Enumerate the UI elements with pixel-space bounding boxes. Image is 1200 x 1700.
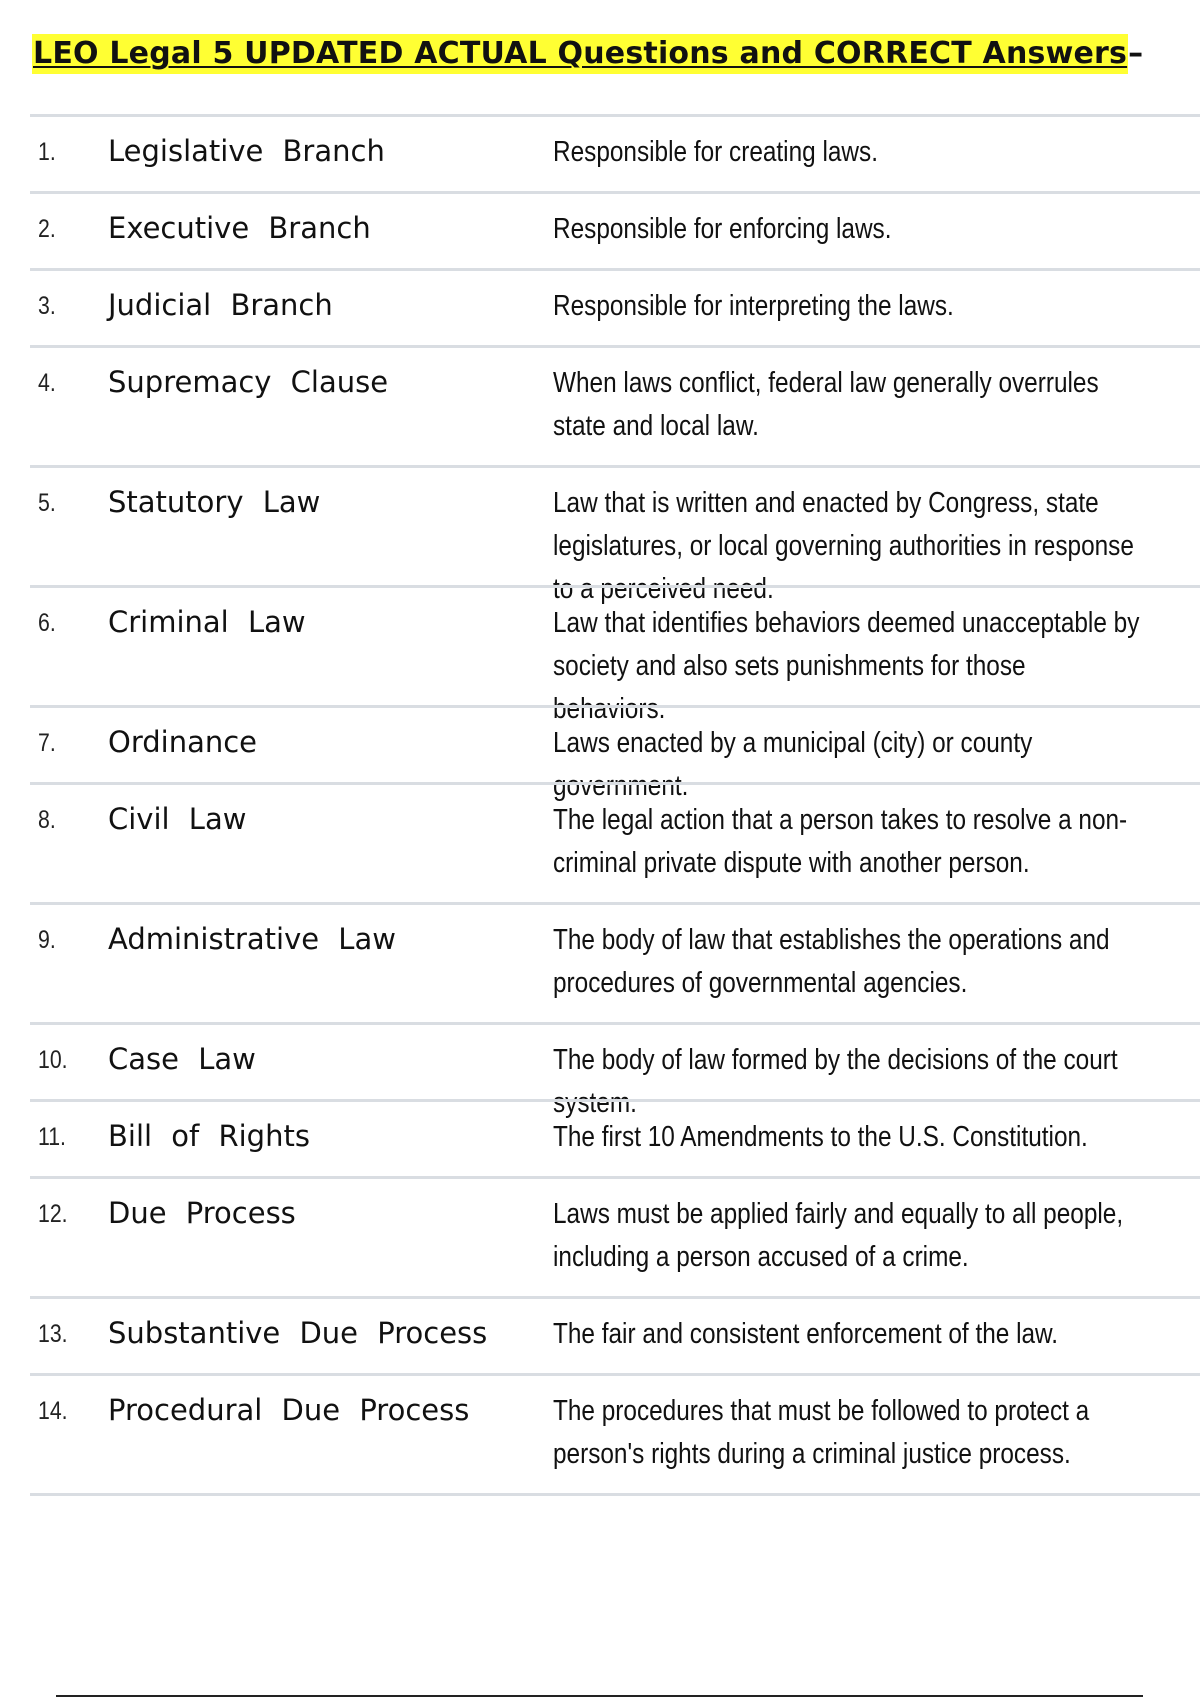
answer: Law that identifies behaviors deemed unacceptable by society and also sets punishments for those behaviors. — [553, 607, 1140, 725]
term: Procedural Due Process — [108, 1393, 470, 1427]
term: Civil Law — [108, 802, 247, 836]
item-number: 9. — [38, 926, 56, 954]
answer: The fair and consistent enforcement of the law. — [553, 1318, 1059, 1350]
qa-row — [30, 705, 1200, 802]
term: Executive Branch — [108, 211, 371, 245]
term: Due Process — [108, 1196, 296, 1230]
answer: The body of law formed by the decisions of the court system. — [553, 1044, 1118, 1119]
item-number: 6. — [38, 609, 56, 637]
qa-row — [30, 345, 1200, 465]
title-block — [32, 34, 1143, 74]
qa-row — [30, 114, 1200, 191]
qa-row — [30, 1373, 1200, 1493]
term: Supremacy Clause — [108, 365, 389, 399]
qa-row — [30, 268, 1200, 345]
item-number: 1. — [38, 138, 56, 166]
qa-row — [30, 585, 1200, 725]
answer: When laws conflict, federal law generally overrules state and local law. — [553, 367, 1099, 442]
item-number: 11. — [38, 1123, 66, 1151]
qa-row — [30, 782, 1200, 902]
term: Ordinance — [108, 725, 258, 759]
item-number: 3. — [38, 292, 56, 320]
qa-row — [30, 1176, 1200, 1296]
answer: Law that is written and enacted by Congress, state legislatures, or local governing authorities in response to a perceived need. — [553, 487, 1134, 605]
title-dash: – — [1128, 36, 1144, 71]
answer: Laws enacted by a municipal (city) or county government. — [553, 727, 1033, 802]
term: Administrative Law — [108, 922, 396, 956]
answer: Responsible for enforcing laws. — [553, 213, 892, 245]
answer: The legal action that a person takes to resolve a non-criminal private dispute with another person. — [553, 804, 1128, 879]
item-number: 8. — [38, 806, 56, 834]
qa-row — [30, 1099, 1200, 1176]
footer-rule — [56, 1695, 1143, 1697]
term: Legislative Branch — [108, 134, 385, 168]
qa-row — [30, 465, 1200, 605]
qa-row — [30, 1022, 1200, 1119]
item-number: 5. — [38, 489, 56, 517]
answer: Responsible for interpreting the laws. — [553, 290, 954, 322]
answer: Responsible for creating laws. — [553, 136, 878, 168]
qa-row — [30, 191, 1200, 268]
item-number: 13. — [38, 1320, 68, 1348]
answer: The procedures that must be followed to protect a person's rights during a criminal justice process. — [553, 1395, 1090, 1470]
term: Substantive Due Process — [108, 1316, 488, 1350]
answer: The body of law that establishes the operations and procedures of governmental agencies. — [553, 924, 1110, 999]
item-number: 12. — [38, 1200, 68, 1228]
item-number: 7. — [38, 729, 56, 757]
item-number: 10. — [38, 1046, 68, 1074]
item-number: 14. — [38, 1397, 68, 1425]
qa-row — [30, 902, 1200, 1022]
term: Bill of Rights — [108, 1119, 310, 1153]
qa-table — [30, 114, 1200, 1496]
answer: Laws must be applied fairly and equally to all people, including a person accused of a crime. — [553, 1198, 1124, 1273]
answer: The first 10 Amendments to the U.S. Constitution. — [553, 1121, 1088, 1153]
table-bottom-rule — [30, 1493, 1200, 1496]
qa-row — [30, 1296, 1200, 1373]
item-number: 2. — [38, 215, 56, 243]
term: Criminal Law — [108, 605, 306, 639]
term: Judicial Branch — [108, 288, 333, 322]
term: Case Law — [108, 1042, 256, 1076]
document-title: LEO Legal 5 UPDATED ACTUAL Questions and CORRECT Answers — [32, 34, 1128, 74]
item-number: 4. — [38, 369, 56, 397]
term: Statutory Law — [108, 485, 321, 519]
